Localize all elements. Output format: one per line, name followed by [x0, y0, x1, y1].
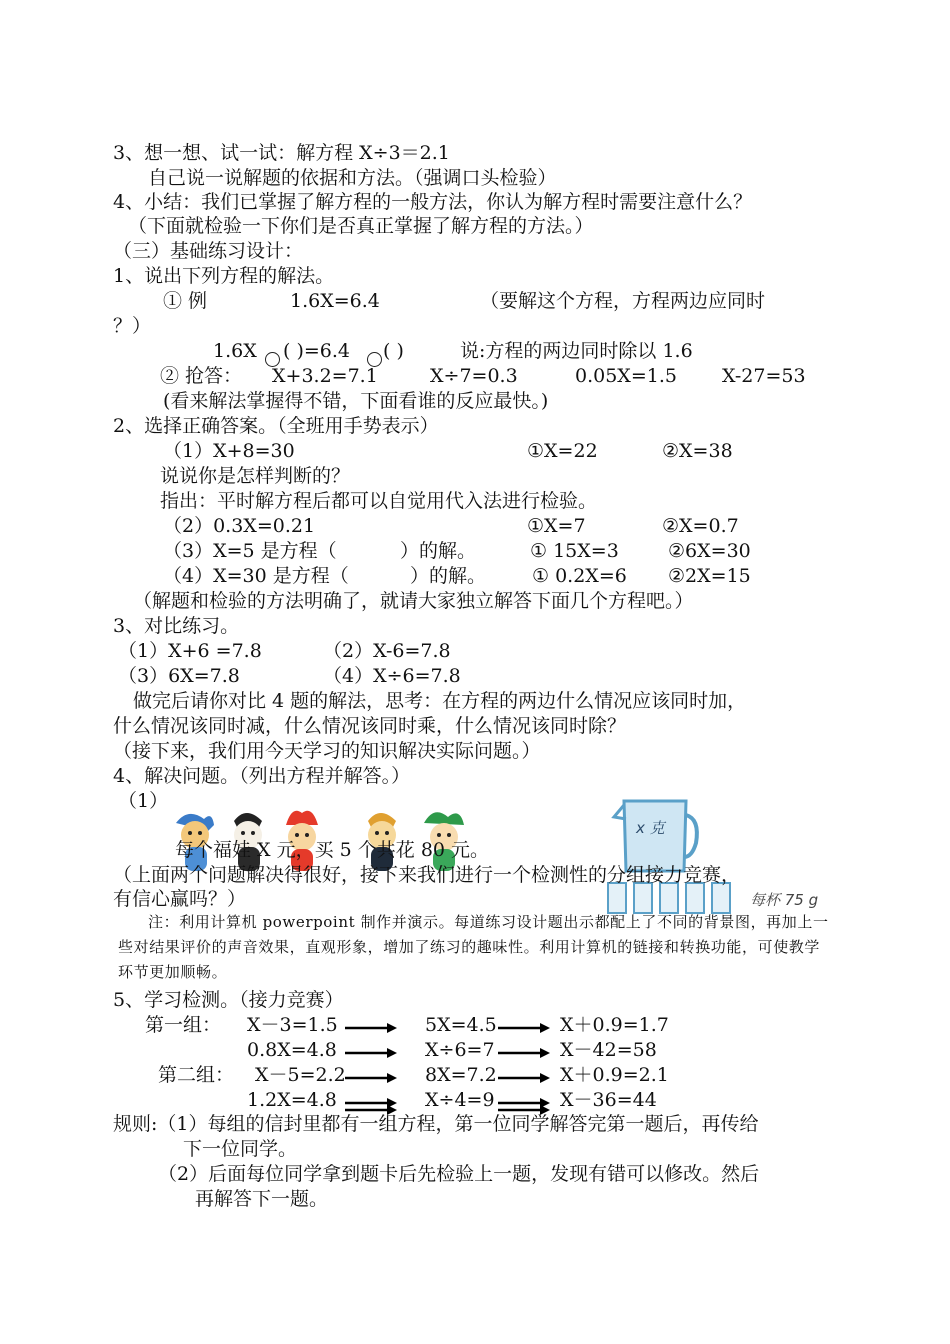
problem-1-label: （1）	[118, 790, 169, 812]
exercise-4-title: 4、解决问题。（列出方程并解答。）	[113, 765, 411, 787]
group-2-eq-1: X－5=2.2	[255, 1064, 346, 1086]
quick-answer-label: ② 抢答：	[160, 365, 243, 387]
section-heading: （三）基础练习设计：	[113, 240, 304, 262]
line-point-out: 指出：平时解方程后都可以自觉用代入法进行检验。	[160, 490, 598, 512]
quick-eq-4: X-27=53	[722, 365, 806, 387]
q4-statement-end: ）的解。	[410, 565, 487, 587]
example-equation: 1.6X=6.4	[290, 290, 380, 312]
problem-1-text: 每个福娃 X 元，买 5 个共花 80 元。	[175, 839, 490, 861]
example-label: ① 例	[163, 290, 208, 312]
exercise-3-title: 3、对比练习。	[113, 615, 240, 637]
q1-option-2: ②X=38	[662, 440, 733, 462]
q4-statement: （4）X=30 是方程（	[163, 565, 349, 587]
example-hint: （要解这个方程，方程两边应同时	[480, 290, 766, 312]
q3-option-2: ②6X=30	[668, 540, 751, 562]
pitcher-label: x 克	[636, 819, 665, 837]
q3-statement-end: ）的解。	[400, 540, 477, 562]
group-1-eq-5: X÷6=7	[425, 1039, 495, 1061]
quick-eq-3: 0.05X=1.5	[575, 365, 677, 387]
q4-option-1: ① 0.2X=6	[532, 565, 627, 587]
fill-equation-left: 1.6X	[213, 340, 257, 362]
arrow-icon	[345, 1072, 397, 1084]
rule-2: （2）后面每位同学拿到题卡后先检验上一题，发现有错可以修改。然后	[158, 1163, 760, 1185]
fill-equation-mid: ( )=6.4	[283, 340, 351, 362]
compare-eq-4: （4）X÷6=7.8	[323, 665, 461, 687]
group-2-eq-5: X÷4=9	[425, 1089, 495, 1111]
group-1-eq-3: X＋0.9=1.7	[560, 1014, 669, 1036]
quick-eq-2: X÷7=0.3	[430, 365, 518, 387]
q4-option-2: ②2X=15	[668, 565, 751, 587]
line-confidence: 有信心赢吗？）	[113, 888, 247, 910]
group-1-eq-6: X－42=58	[560, 1039, 657, 1061]
group-1-label: 第一组：	[145, 1014, 222, 1036]
group-2-eq-2: 8X=7.2	[425, 1064, 497, 1086]
q3-statement: （3）X=5 是方程（	[163, 540, 337, 562]
arrow-icon	[345, 1022, 397, 1034]
arrow-icon	[498, 1022, 550, 1034]
rule-1: 规则:（1）每组的信封里都有一组方程，第一位同学解答完第一题后，再传给	[113, 1113, 759, 1135]
exercise-1-title: 1、说出下列方程的解法。	[113, 265, 335, 287]
exercise-2-title: 2、选择正确答案。（全班用手势表示）	[113, 415, 439, 437]
line-summary: 4、小结：我们已掌握了解方程的一般方法，你认为解方程时需要注意什么？	[113, 191, 753, 213]
q3-option-1: ① 15X=3	[530, 540, 619, 562]
line-reaction: (看来解法掌握得不错，下面看谁的反应最快。)	[163, 390, 549, 412]
line-independent: （解题和检验的方法明确了，就请大家独立解答下面几个方程吧。）	[133, 590, 694, 612]
line-compare-think-2: 什么情况该同时减，什么情况该同时乘，什么情况该同时除？	[113, 715, 627, 737]
line-3-solve: 3、想一想、试一试：解方程 X÷3＝2.1	[113, 142, 450, 164]
exercise-5-title: 5、学习检测。（接力竞赛）	[113, 989, 344, 1011]
group-1-eq-4: 0.8X=4.8	[247, 1039, 337, 1061]
compare-eq-2: （2）X-6=7.8	[323, 640, 451, 662]
q1-equation: （1）X+8=30	[163, 440, 295, 462]
pitcher-image	[600, 797, 835, 919]
arrow-icon	[498, 1047, 550, 1059]
group-1-eq-1: X－3=1.5	[247, 1014, 338, 1036]
fill-equation-right: ( )	[383, 340, 404, 362]
group-1-eq-2: 5X=4.5	[425, 1014, 497, 1036]
group-2-label: 第二组：	[158, 1064, 235, 1086]
group-2-eq-3: X＋0.9=2.1	[560, 1064, 669, 1086]
q1-option-1: ①X=22	[527, 440, 598, 462]
example-hint-end: ？）	[113, 315, 152, 337]
line-check-intro: （下面就检验一下你们是否真正掌握了解方程的方法。）	[128, 215, 594, 237]
group-2-eq-4: 1.2X=4.8	[247, 1089, 337, 1111]
group-2-eq-6: X－36=44	[560, 1089, 657, 1111]
line-relay-intro: （上面两个问题解决得很好，接下来我们进行一个检测性的分组接力竞赛，	[113, 864, 741, 886]
line-compare-think: 做完后请你对比 4 题的解法，思考：在方程的两边什么情况应该同时加，	[133, 690, 747, 712]
arrow-icon	[345, 1047, 397, 1059]
compare-eq-1: （1）X+6 =7.8	[118, 640, 262, 662]
quick-eq-1: X+3.2=7.1	[272, 365, 378, 387]
q2-option-1: ①X=7	[527, 515, 586, 537]
q2-option-2: ②X=0.7	[662, 515, 739, 537]
arrow-icon	[498, 1072, 550, 1084]
pitcher-caption: 每杯 75 g	[750, 891, 819, 909]
compare-eq-3: （3）6X=7.8	[118, 665, 240, 687]
q2-equation: （2）0.3X=0.21	[163, 515, 316, 537]
fill-explanation: 说:方程的两边同时除以 1.6	[460, 340, 693, 362]
line-explain: 自己说一说解题的依据和方法。（强调口头检验）	[148, 167, 557, 189]
line-how-judge: 说说你是怎样判断的？	[160, 465, 351, 487]
teaching-note: 注：利用计算机 powerpoint 制作并演示。每道练习设计题出示都配上了不同的背景图，再加上一些对结果评价的声音效果，直观形象，增加了练习的趣味性。利用计算机的链接和转换功能，可使教学环节更加顺畅。	[118, 913, 829, 981]
line-next-practical: （接下来，我们用今天学习的知识解决实际问题。）	[113, 740, 541, 762]
rule-1-cont: 下一位同学。	[183, 1138, 298, 1160]
rule-2-cont: 再解答下一题。	[195, 1188, 329, 1210]
